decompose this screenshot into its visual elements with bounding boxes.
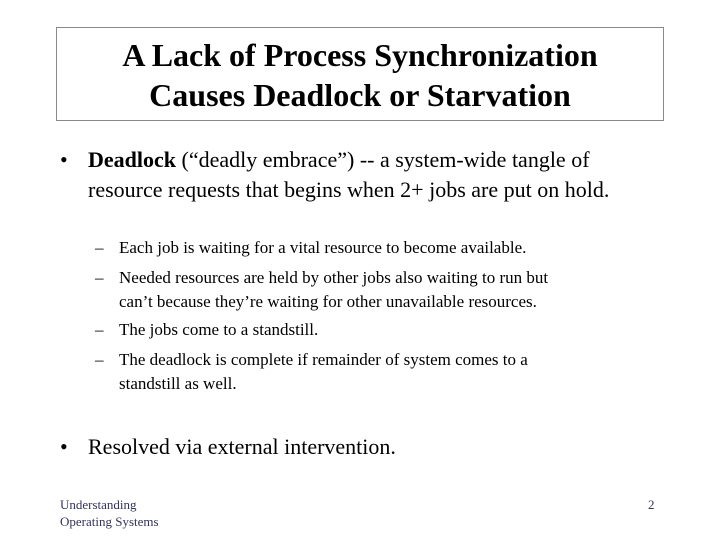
- bullet-dot-icon: •: [60, 147, 68, 172]
- sub-bullet-4-line-1: The deadlock is complete if remainder of system comes to a: [119, 350, 528, 369]
- footer-book-title-line-1: Understanding: [60, 497, 137, 512]
- slide-title-line-2: Causes Deadlock or Starvation: [149, 77, 571, 113]
- sub-bullet-4-line-2: standstill as well.: [119, 374, 237, 393]
- dash-icon: –: [95, 350, 104, 369]
- sub-bullet-2-line-1: Needed resources are held by other jobs also waiting to run but: [119, 268, 549, 287]
- dash-icon: –: [95, 238, 104, 257]
- page-number: 2: [648, 497, 655, 512]
- dash-icon: –: [95, 320, 104, 339]
- slide-title-box: [56, 27, 664, 121]
- dash-icon: –: [95, 268, 104, 287]
- sub-bullet-2-line-2: can’t because they’re waiting for other unavailable resources.: [119, 292, 537, 311]
- sub-bullet-3-line-1: The jobs come to a standstill.: [119, 320, 319, 339]
- bullet-deadlock-definition: (“deadly embrace”) -- a system-wide tangle of: [176, 147, 590, 172]
- footer-book-title-line-2: Operating Systems: [60, 514, 159, 529]
- bullet-dot-icon: •: [60, 434, 68, 459]
- slide-title-line-1: A Lack of Process Synchronization: [122, 37, 598, 73]
- bullet-deadlock-line-2: resource requests that begins when 2+ jobs are put on hold.: [88, 177, 610, 202]
- bullet-resolved-line-1: Resolved via external intervention.: [88, 434, 396, 459]
- bullet-deadlock-line-1: [88, 145, 590, 175]
- sub-bullet-1-line-1: Each job is waiting for a vital resource to become available.: [119, 238, 527, 257]
- bullet-deadlock-term: Deadlock: [88, 147, 176, 172]
- footer-book-title: [60, 496, 159, 530]
